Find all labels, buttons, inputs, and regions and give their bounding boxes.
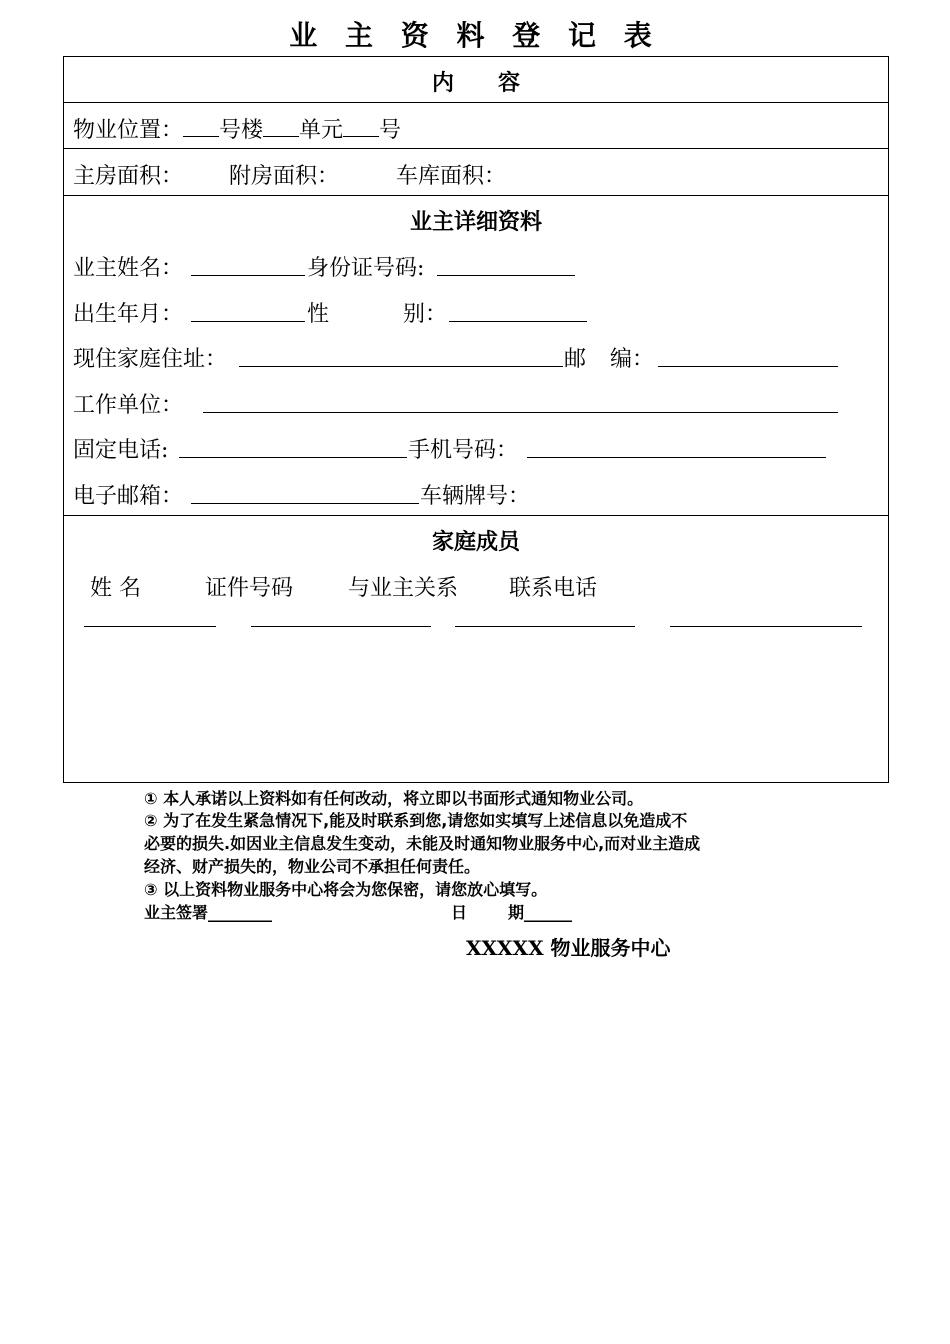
- work-unit-field[interactable]: [203, 412, 838, 413]
- family-col-name: 姓 名: [90, 576, 141, 601]
- property-location-row: [73, 113, 401, 144]
- id-number-label: 身份证号码:: [307, 256, 425, 281]
- mobile-field[interactable]: [527, 457, 826, 458]
- family-section-title: 家庭成员: [431, 529, 520, 555]
- gender-label-part1: 性: [307, 302, 330, 327]
- license-plate-label: 车辆牌号：: [420, 484, 531, 509]
- family-name-field[interactable]: [84, 626, 216, 627]
- mobile-label: 手机号码：: [408, 438, 519, 463]
- annex-area-label: 附房面积：: [229, 164, 340, 189]
- section-content-header: 内 容: [431, 70, 520, 96]
- unit-suffix: 单元: [299, 118, 344, 143]
- date-label-part2: 期______: [508, 903, 573, 922]
- date-label-part1: 日: [451, 903, 468, 922]
- note-line: ① 本人承诺以上资料如有任何改动，将立即以书面形式通知物业公司。: [144, 789, 644, 808]
- form-title: 业 主 资 料 登 记 表: [289, 19, 661, 52]
- home-address-field[interactable]: [239, 366, 563, 367]
- divider: [63, 515, 889, 516]
- birth-date-field[interactable]: [191, 321, 305, 322]
- birth-date-label: 出生年月：: [73, 302, 184, 327]
- room-suffix: 号: [379, 118, 402, 143]
- zip-code-field[interactable]: [658, 366, 838, 367]
- note-line: 经济、财产损失的，物业公司不承担任何责任。: [144, 857, 481, 876]
- property-location-label: 物业位置：: [73, 118, 184, 143]
- family-col-id: 证件号码: [205, 576, 294, 601]
- main-area-label: 主房面积：: [73, 164, 184, 189]
- note-line: ② 为了在发生紧急情况下,能及时联系到您,请您如实填写上述信息以免造成不: [144, 811, 688, 830]
- divider: [63, 102, 889, 103]
- landline-field[interactable]: [179, 457, 407, 458]
- divider: [63, 148, 889, 149]
- email-label: 电子邮箱：: [73, 484, 184, 509]
- zip-label-part2: 编：: [610, 347, 655, 372]
- gender-field[interactable]: [449, 321, 587, 322]
- owner-name-label: 业主姓名：: [73, 256, 184, 281]
- room-number-field[interactable]: [343, 116, 379, 137]
- family-col-phone: 联系电话: [509, 576, 598, 601]
- owner-section-title: 业主详细资料: [409, 209, 542, 235]
- family-relation-field[interactable]: [455, 626, 635, 627]
- footer-organization: XXXXX 物业服务中心: [466, 936, 671, 960]
- landline-label: 固定电话:: [73, 438, 169, 463]
- zip-label-part1: 邮: [564, 347, 587, 372]
- work-unit-label: 工作单位：: [73, 393, 184, 418]
- garage-area-label: 车库面积：: [396, 164, 507, 189]
- unit-number-field[interactable]: [263, 116, 299, 137]
- divider: [63, 195, 889, 196]
- family-col-relation: 与业主关系: [348, 576, 459, 601]
- note-line: ③ 以上资料物业服务中心将会为您保密，请您放心填写。: [144, 880, 548, 899]
- family-phone-field[interactable]: [670, 626, 862, 627]
- note-line: 必要的损失.如因业主信息发生变动，未能及时通知物业服务中心,而对业主造成: [144, 834, 701, 853]
- email-field[interactable]: [191, 503, 419, 504]
- building-suffix: 号楼: [219, 118, 264, 143]
- owner-name-field[interactable]: [191, 275, 305, 276]
- owner-signature-label: 业主签署________: [144, 903, 273, 922]
- gender-label-part2: 别：: [403, 302, 448, 327]
- id-number-field[interactable]: [437, 275, 575, 276]
- building-number-field[interactable]: [183, 116, 219, 137]
- home-address-label: 现住家庭住址：: [73, 347, 228, 372]
- family-id-field[interactable]: [251, 626, 431, 627]
